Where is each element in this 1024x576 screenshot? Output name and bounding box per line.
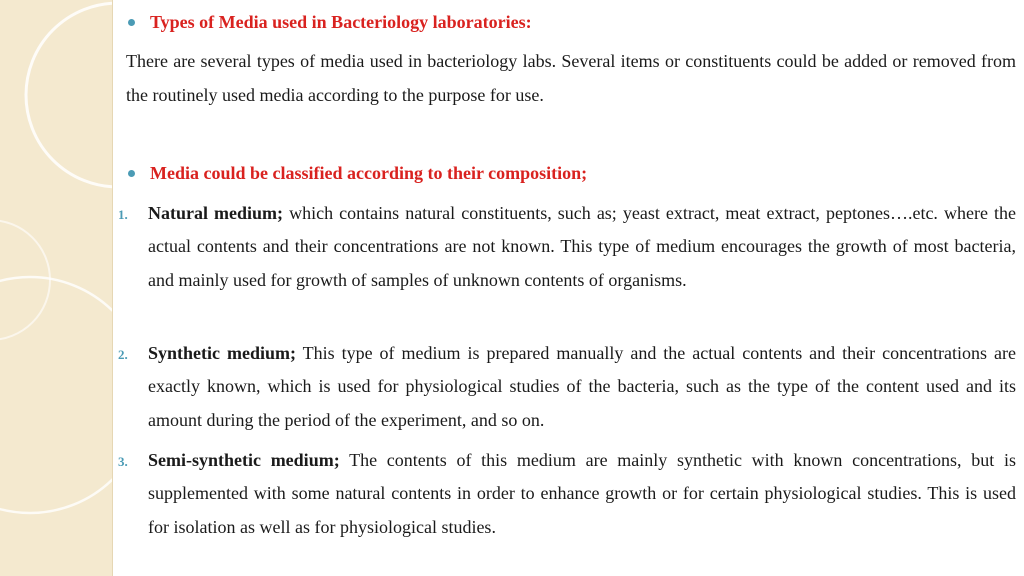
bullet-dot-icon bbox=[128, 170, 135, 177]
list-item-term: Synthetic medium; bbox=[148, 343, 296, 363]
intro-paragraph: There are several types of media used in bacteriology labs. Several items or constituents could be added or removed from the routinely used media according to the purpose for use. bbox=[126, 51, 1016, 105]
list-item-natural-medium bbox=[148, 197, 1016, 297]
list-item-text: This type of medium is prepared manually and the actual contents and their concentrations are exactly known, which is used for physiological studies of the bacteria, such as the type of the content used and its amount during the period of the experiment, and so on. bbox=[148, 343, 1016, 430]
list-item-text: The contents of this medium are mainly synthetic with known concentrations, but is supplemented with some natural contents in order to enhance growth or for certain physiological studies. This is used for isolation as well as for physiological studies. bbox=[148, 450, 1016, 537]
heading-text: Types of Media used in Bacteriology laboratories: bbox=[150, 12, 532, 32]
list-number: 1. bbox=[118, 207, 128, 222]
list-number: 2. bbox=[118, 347, 128, 362]
list-item-semi-synthetic-medium bbox=[148, 444, 1016, 544]
list-number: 3. bbox=[118, 454, 128, 469]
list-item-term: Semi-synthetic medium; bbox=[148, 450, 340, 470]
list-item-synthetic-medium bbox=[148, 337, 1016, 437]
bullet-dot-icon bbox=[128, 19, 135, 26]
list-item-text: which contains natural constituents, such as; yeast extract, meat extract, peptones….etc. where the actual contents and their concentrations are not known. This type of medium encourages the growth of most bacteria, and mainly used for growth of samples of unknown contents of organisms. bbox=[148, 203, 1017, 290]
list-item-term: Natural medium; bbox=[148, 203, 284, 223]
heading-text: Media could be classified according to their composition; bbox=[150, 163, 588, 183]
